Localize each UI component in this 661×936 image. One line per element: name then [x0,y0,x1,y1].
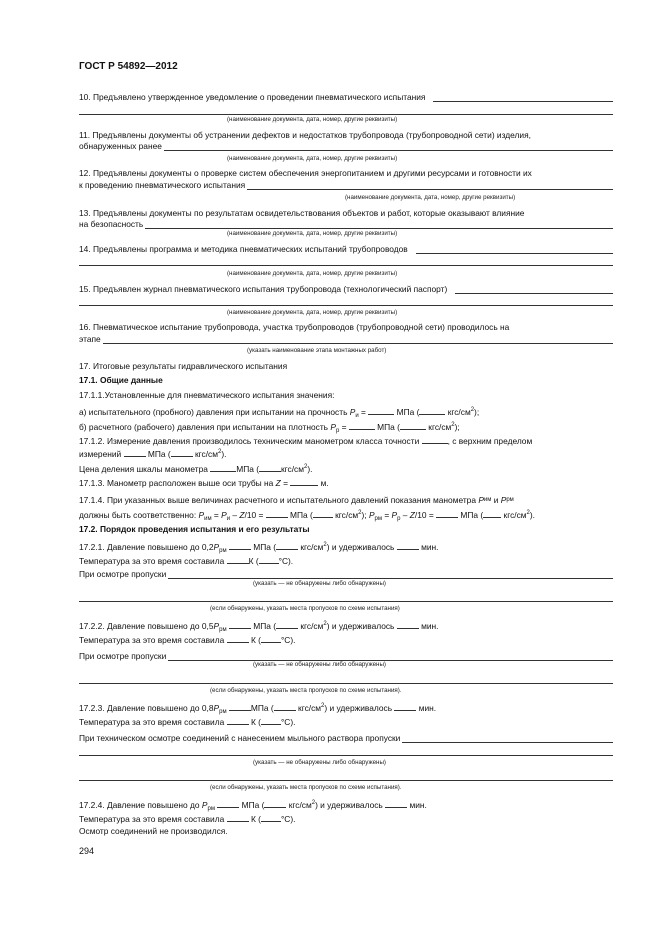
item-11: 11. Предъявлены документы об устранении дефектов и недостатков трубопровода (трубопроводной сети) изделия, [79,130,531,140]
caption-where: (если обнаружены, указать места пропусков по схеме испытания). [210,784,402,791]
caption-found: (указать — не обнаружены либо обнаружены) [253,759,386,766]
heading-17-1: 17.1. Общие данные [79,375,163,385]
page-number: 294 [79,846,95,856]
caption-document: (наименование документа, дата, номер, другие реквизиты) [227,155,398,162]
item-16: 16. Пневматическое испытание трубопровода, участка трубопроводов (трубопроводной сети) проводилось на [79,322,510,332]
document-header: ГОСТ Р 54892—2012 [79,61,178,72]
caption-stage: (указать наименование этапа монтажных работ) [247,347,387,354]
caption-document: (наименование документа, дата, номер, другие реквизиты) [345,194,516,201]
item-17-2-3: 17.2.3. Давление повышено до $0,8P_{рм}$ МПа ( кгс/$см^2$) и удерживалось мин. [79,703,437,715]
heading-17-2: 17.2. Порядок проведения испытания и его результаты [79,524,310,534]
caption-where: (если обнаружены, указать места пропусков по схеме испытания) [210,605,400,612]
item-17-2-1: 17.2.1. Давление повышено до $0,2P_{рм}$ МПа ( кгс/$см^2$) и удерживалось мин. [79,542,439,554]
item-17-2-2: 17.2.2. Давление повышено до $0,5P_{рм}$ МПа ( кгс/$см^2$) и удерживалось мин. [79,621,439,633]
item-14: 14. Предъявлены программа и методика пневматических испытаний трубопроводов [79,244,613,254]
item-scale-division: Цена деления шкалы манометра МПа ( кгс/$см^2$). [79,464,313,474]
caption-where: (если обнаружены, указать места пропусков по схеме испытания). [210,687,402,694]
final-note: Осмотр соединений не производился. [79,826,228,836]
caption-document: (наименование документа, дата, номер, другие реквизиты) [227,230,398,237]
item-17-2-4: 17.2.4. Давление повышено до $P_{рм}$ МПа ( кгс/$см^2$) и удерживалось мин. [79,800,427,812]
item-17: 17. Итоговые результаты гидравлического испытания [79,361,288,371]
caption-found: (указать — не обнаружены либо обнаружены) [253,661,386,668]
item-12: 12. Предъявлены документы о проверке систем обеспечения энергопитанием и другими ресурсами и готовности их [79,168,532,178]
item-13: 13. Предъявлены документы по результатам освидетельствования объектов и работ, которые оказывают влияние [79,208,525,218]
caption-found: (указать — не обнаружены либо обнаружены) [253,580,386,587]
item-17-1-4: 17.1.4. При указанных выше величинах расчетного и испытательного давлений показания манометра P им и P рм [79,495,514,505]
caption-document: (наименование документа, дата, номер, другие реквизиты) [227,270,398,277]
item-17-1-1-a: а) испытательного (пробного) давления при испытании на прочность $P_и$ = МПа ( кгс/$см^2$); [79,407,480,419]
caption-document: (наименование документа, дата, номер, другие реквизиты) [227,309,398,316]
item-17-1-1: 17.1.1.Установленные для пневматического испытания значения: [79,390,335,400]
document-page: ГОСТ Р 54892—2012 10. Предъявлено утвержденное уведомление о проведении пневматического испытания (наименование документа, дата, номер, другие реквизиты) 11. Предъявлены документы об устранении дефектов и недостатков трубопровода (трубопроводной сети) изделия, обнаруженных ранее (наименование документа, дата, номер, другие реквизиты) 12. Предъявлены документы о проверке систем обеспечения энергопитанием и другими ресурсами и готовности их к проведению пневматического испытания (наименование документа, дата, номер, другие реквизиты) 13. Предъявлены документы по результатам освидетельствования объектов и работ, которые оказывают влияние на безопасность (наименование документа, дата, номер, другие реквизиты) 14. Предъявлены программа и методика пневматических испытаний трубопроводов (наименование документа, дата, номер, другие реквизиты) 15. Предъявлен журнал пневматического испытания трубопровода (технологический паспорт) (наименование документа, дата, номер, другие реквизиты) 16. Пневматическое испытание трубопровода, участка трубопроводов (трубопроводной сети) проводилось на этапе (указать наименование этапа монтажных работ) 17. Итоговые результаты гидравлического испытания 17.1. Общие данные 17.1.1.Установленные для пневматического испытания значения: а) испытательного (пробного) давления при испытании на прочность $P_и$ = МПа ( кгс/$см^2$); б) расчетного (рабочего) давления при испытании на плотность $P_р$ = МПа ( кгс/$см^2$); 17.1.2. Измерение давления производилось техническим манометром класса точности , с верхним пределом измерений МПа ( кгс/$см^2$). Цена деления шкалы манометра МПа ( кгс/$см^2$). 17.1.3. Манометр расположен выше оси трубы на Z = м. 17.1.4. При указанных выше величинах расчетного и испытательного давлений показания манометра P им и P рм должны быть соответственно: $P_{им} = P_и - Z/10$ = МПа ( кгс/$см^2$); $P_{рм} = P_р - Z/10$ = МПа ( кгс/$см^2$). 17.2. Порядок проведения испытания и его результаты 17.2.1. Давление повышено до $0,2P_{рм}$ МПа ( кгс/$см^2$) и удерживалось мин. Температура за это время составила К ( °С). При осмотре пропуски (указать — не обнаружены либо обнаружены) (если обнаружены, указать места пропусков по схеме испытания) 17.2.2. Давление повышено до $0,5P_{рм}$ МПа ( кгс/$см^2$) и удерживалось мин. Температура за это время составила К ( °С). При осмотре пропуски (указать — не обнаружены либо обнаружены) (если обнаружены, указать места пропусков по схеме испытания). 17.2.3. Давление повышено до $0,8P_{рм}$ МПа ( кгс/$см^2$) и удерживалось мин. Температура за это время составила К ( °С). При техническом осмотре соединений с нанесением мыльного раствора пропуски (указать — не обнаружены либо обнаружены) (если обнаружены, указать места пропусков по схеме испытания). 17.2.4. Давление повышено до $P_{рм}$ МПа ( кгс/$см^2$) и удерживалось мин. Температура за это время составила К ( °С). Осмотр соединений не производился. 294 [0,0,661,936]
item-17-1-2: 17.1.2. Измерение давления производилось техническим манометром класса точности , с верхним пределом [79,436,533,446]
caption-document: (наименование документа, дата, номер, другие реквизиты) [227,116,398,123]
item-10: 10. Предъявлено утвержденное уведомление о проведении пневматического испытания [79,92,613,102]
item-17-1-1-b: б) расчетного (рабочего) давления при испытании на плотность $P_р$ = МПа ( кгс/$см^2$); [79,422,460,434]
item-17-1-3: 17.1.3. Манометр расположен выше оси трубы на Z = м. [79,478,329,488]
item-15: 15. Предъявлен журнал пневматического испытания трубопровода (технологический паспорт) [79,284,613,294]
